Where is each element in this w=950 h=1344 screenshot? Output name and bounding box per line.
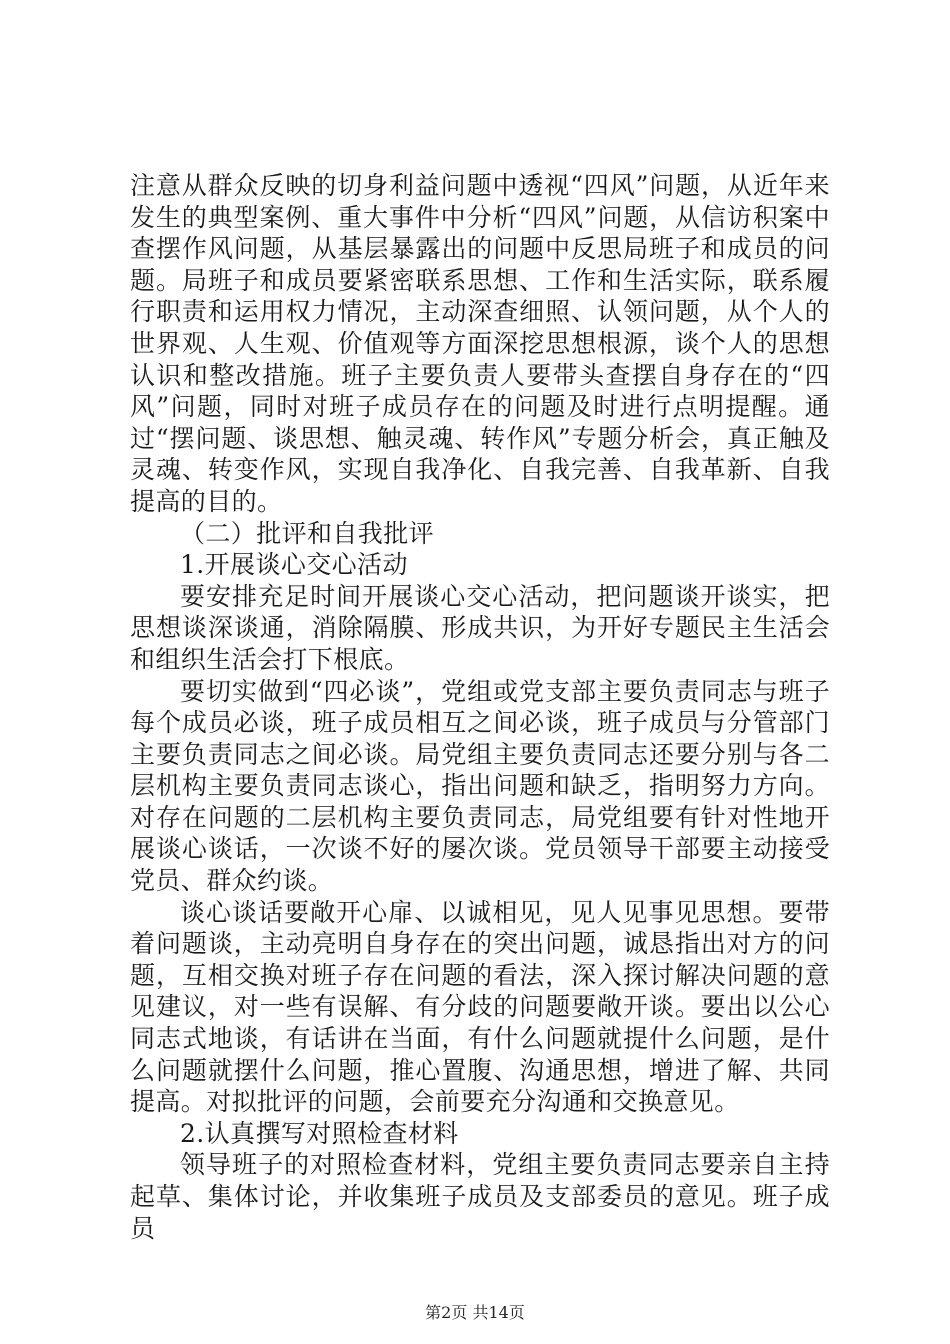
subsection-heading: 1.开展谈心交心活动: [180, 550, 408, 580]
paragraph: 要切实做到“四必谈”，党组或党支部主要负责同志与班子每个成员必谈，班子成员相互之间必谈，班子成员与分管部门主要负责同志之间必谈。局党组主要负责同志还要分别与各二层机构主要负责同志谈心，指出问题和缺乏，指明努力方向。对存在问题的二层机构主要负责同志，局党组要有针对性地开展谈心谈话，一次谈不好的屡次谈。党员领导干部要主动接受党员、群众约谈。: [130, 676, 830, 896]
document-body: [130, 170, 830, 1244]
paragraph-continuation: 注意从群众反映的切身利益问题中透视“四风”问题，从近年来发生的典型案例、重大事件中分析“四风”问题，从信访积案中查摆作风问题，从基层暴露出的问题中反思局班子和成员的问题。局班子和成员要紧密联系思想、工作和生活实际，联系履行职责和运用权力情况，主动深查细照、认领问题，从个人的世界观、人生观、价值观等方面深挖思想根源，谈个人的思想认识和整改措施。班子主要负责人要带头查摆自身存在的“四风”问题，同时对班子成员存在的问题及时进行点明提醒。通过“摆问题、谈思想、触灵魂、转作风”专题分析会，真正触及灵魂、转变作风，实现自我净化、自我完善、自我革新、自我提高的目的。: [130, 171, 830, 516]
subsection-heading: 2.认真撰写对照检查材料: [180, 1118, 459, 1148]
paragraph: 要安排充足时间开展谈心交心活动，把问题谈开谈实，把思想谈深谈通，消除隔膜、形成共识，为开好专题民主生活会和组织生活会打下根底。: [130, 581, 830, 674]
paragraph: 谈心谈话要敞开心扉、以诚相见，见人见事见思想。要带着问题谈，主动亮明自身存在的突出问题，诚恳指出对方的问题，互相交换对班子存在问题的看法，深入探讨解决问题的意见建议，对一些有误解、有分歧的问题要敞开谈。要出以公心同志式地谈，有话讲在当面，有什么问题就提什么问题，是什么问题就摆什么问题，推心置腹、沟通思想，增进了解、共同提高。对拟批评的问题，会前要充分沟通和交换意见。: [130, 897, 830, 1117]
paragraph: 领导班子的对照检查材料，党组主要负责同志要亲自主持起草、集体讨论，并收集班子成员及支部委员的意见。班子成员: [130, 1150, 830, 1243]
page-footer: 第2页 共14页: [425, 1303, 525, 1322]
section-heading: （二）批评和自我批评: [180, 518, 435, 548]
